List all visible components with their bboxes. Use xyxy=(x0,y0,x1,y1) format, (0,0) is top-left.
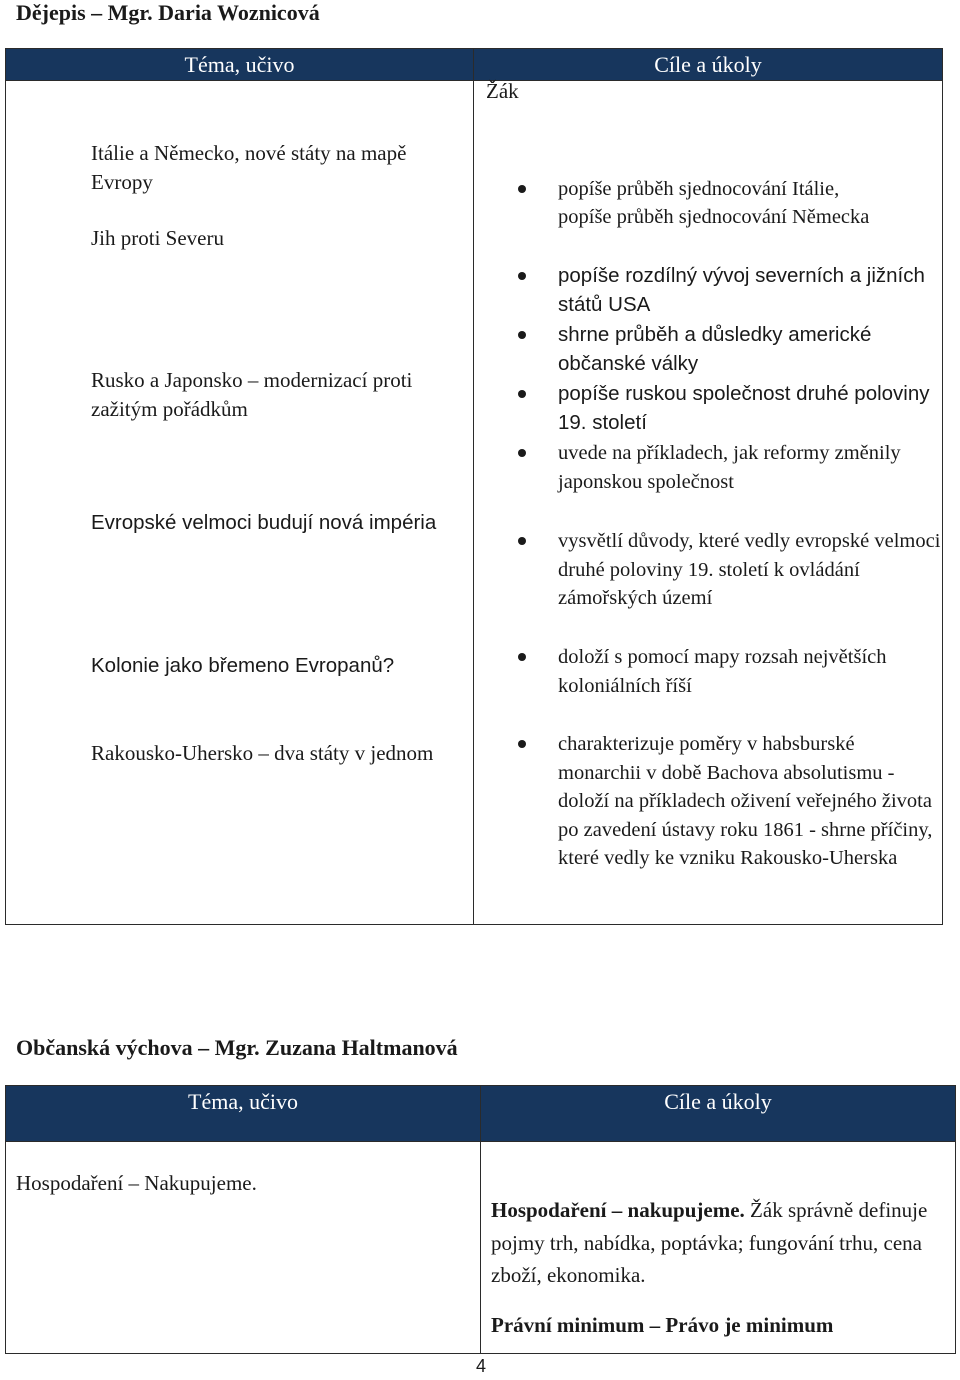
goal-item: popíše průběh sjednocování Itálie, xyxy=(558,175,938,204)
bullet-icon xyxy=(518,653,526,661)
topic-colonies: Kolonie jako břemeno Evropanů? xyxy=(91,654,395,677)
section-title-history: Dějepis – Mgr. Daria Woznicová xyxy=(16,0,320,25)
goal-item-continued: popíše průběh sjednocování Německa xyxy=(558,206,870,228)
header-topic: Téma, učivo xyxy=(6,1086,481,1142)
bullet-icon xyxy=(518,740,526,748)
topic-russia-japan: Rusko a Japonsko – modernizací proti zažitým pořádkům xyxy=(91,368,413,421)
goal-item: uvede na příkladech, jak reformy změnily japonskou společnost xyxy=(558,439,938,496)
bullet-icon xyxy=(518,272,526,280)
header-goals: Cíle a úkoly xyxy=(474,49,943,81)
goal-economy xyxy=(491,1194,931,1292)
goals-cell xyxy=(474,81,943,925)
goal-item: popíše ruskou společnost druhé poloviny 19. století xyxy=(558,380,938,437)
topic-italy-germany: Itálie a Německo, nové státy na mapě Evropy xyxy=(91,141,407,194)
goal-item: doloží s pomocí mapy rozsah největších koloniálních říší xyxy=(558,643,938,700)
topic-austria-hungary: Rakousko-Uhersko – dva státy v jednom xyxy=(91,741,434,765)
topics-cell xyxy=(6,81,474,925)
topic-south-north: Jih proti Severu xyxy=(91,226,224,250)
bullet-icon xyxy=(518,390,526,398)
goal-economy-heading: Hospodaření – nakupujeme. xyxy=(491,1198,745,1222)
topic-economy: Hospodaření – Nakupujeme. xyxy=(16,1171,257,1195)
goal-economy-text: Žák správně definuje pojmy trh, nabídka, poptávka; fungování trhu, cena zboží, ekonomika. xyxy=(491,1198,928,1287)
bullet-icon xyxy=(518,537,526,545)
goal-item: shrne průběh a důsledky americké občanské války xyxy=(558,321,938,378)
goal-item: vysvětlí důvody, které vedly evropské velmoci druhé poloviny 19. století k ovládání zámořských území xyxy=(558,527,942,613)
goal-law-minimum: Právní minimum – Právo je minimum xyxy=(491,1313,834,1337)
page-number: 4 xyxy=(476,1356,487,1376)
goal-item: charakterizuje poměry v habsburské monarchii v době Bachova absolutismu - doloží na příkladech oživení veřejného života po zavedení ústavy roku 1861 - shrne příčiny, které vedly ke vzniku Rakousko-Uherska xyxy=(558,730,942,873)
civics-plan-table xyxy=(5,1085,956,1354)
header-goals: Cíle a úkoly xyxy=(481,1086,956,1142)
section-title-civics: Občanská výchova – Mgr. Zuzana Haltmanová xyxy=(16,1035,458,1060)
history-plan-table xyxy=(5,48,943,925)
bullet-icon xyxy=(518,185,526,193)
student-label: Žák xyxy=(486,79,519,103)
topic-cell xyxy=(6,1142,481,1354)
header-topic: Téma, učivo xyxy=(6,49,474,81)
topic-empires: Evropské velmoci budují nová impéria xyxy=(91,511,437,534)
goal-item: popíše rozdílný vývoj severních a jižních států USA xyxy=(558,262,938,319)
bullet-icon xyxy=(518,331,526,339)
bullet-icon xyxy=(518,449,526,457)
goals-cell xyxy=(481,1142,956,1354)
